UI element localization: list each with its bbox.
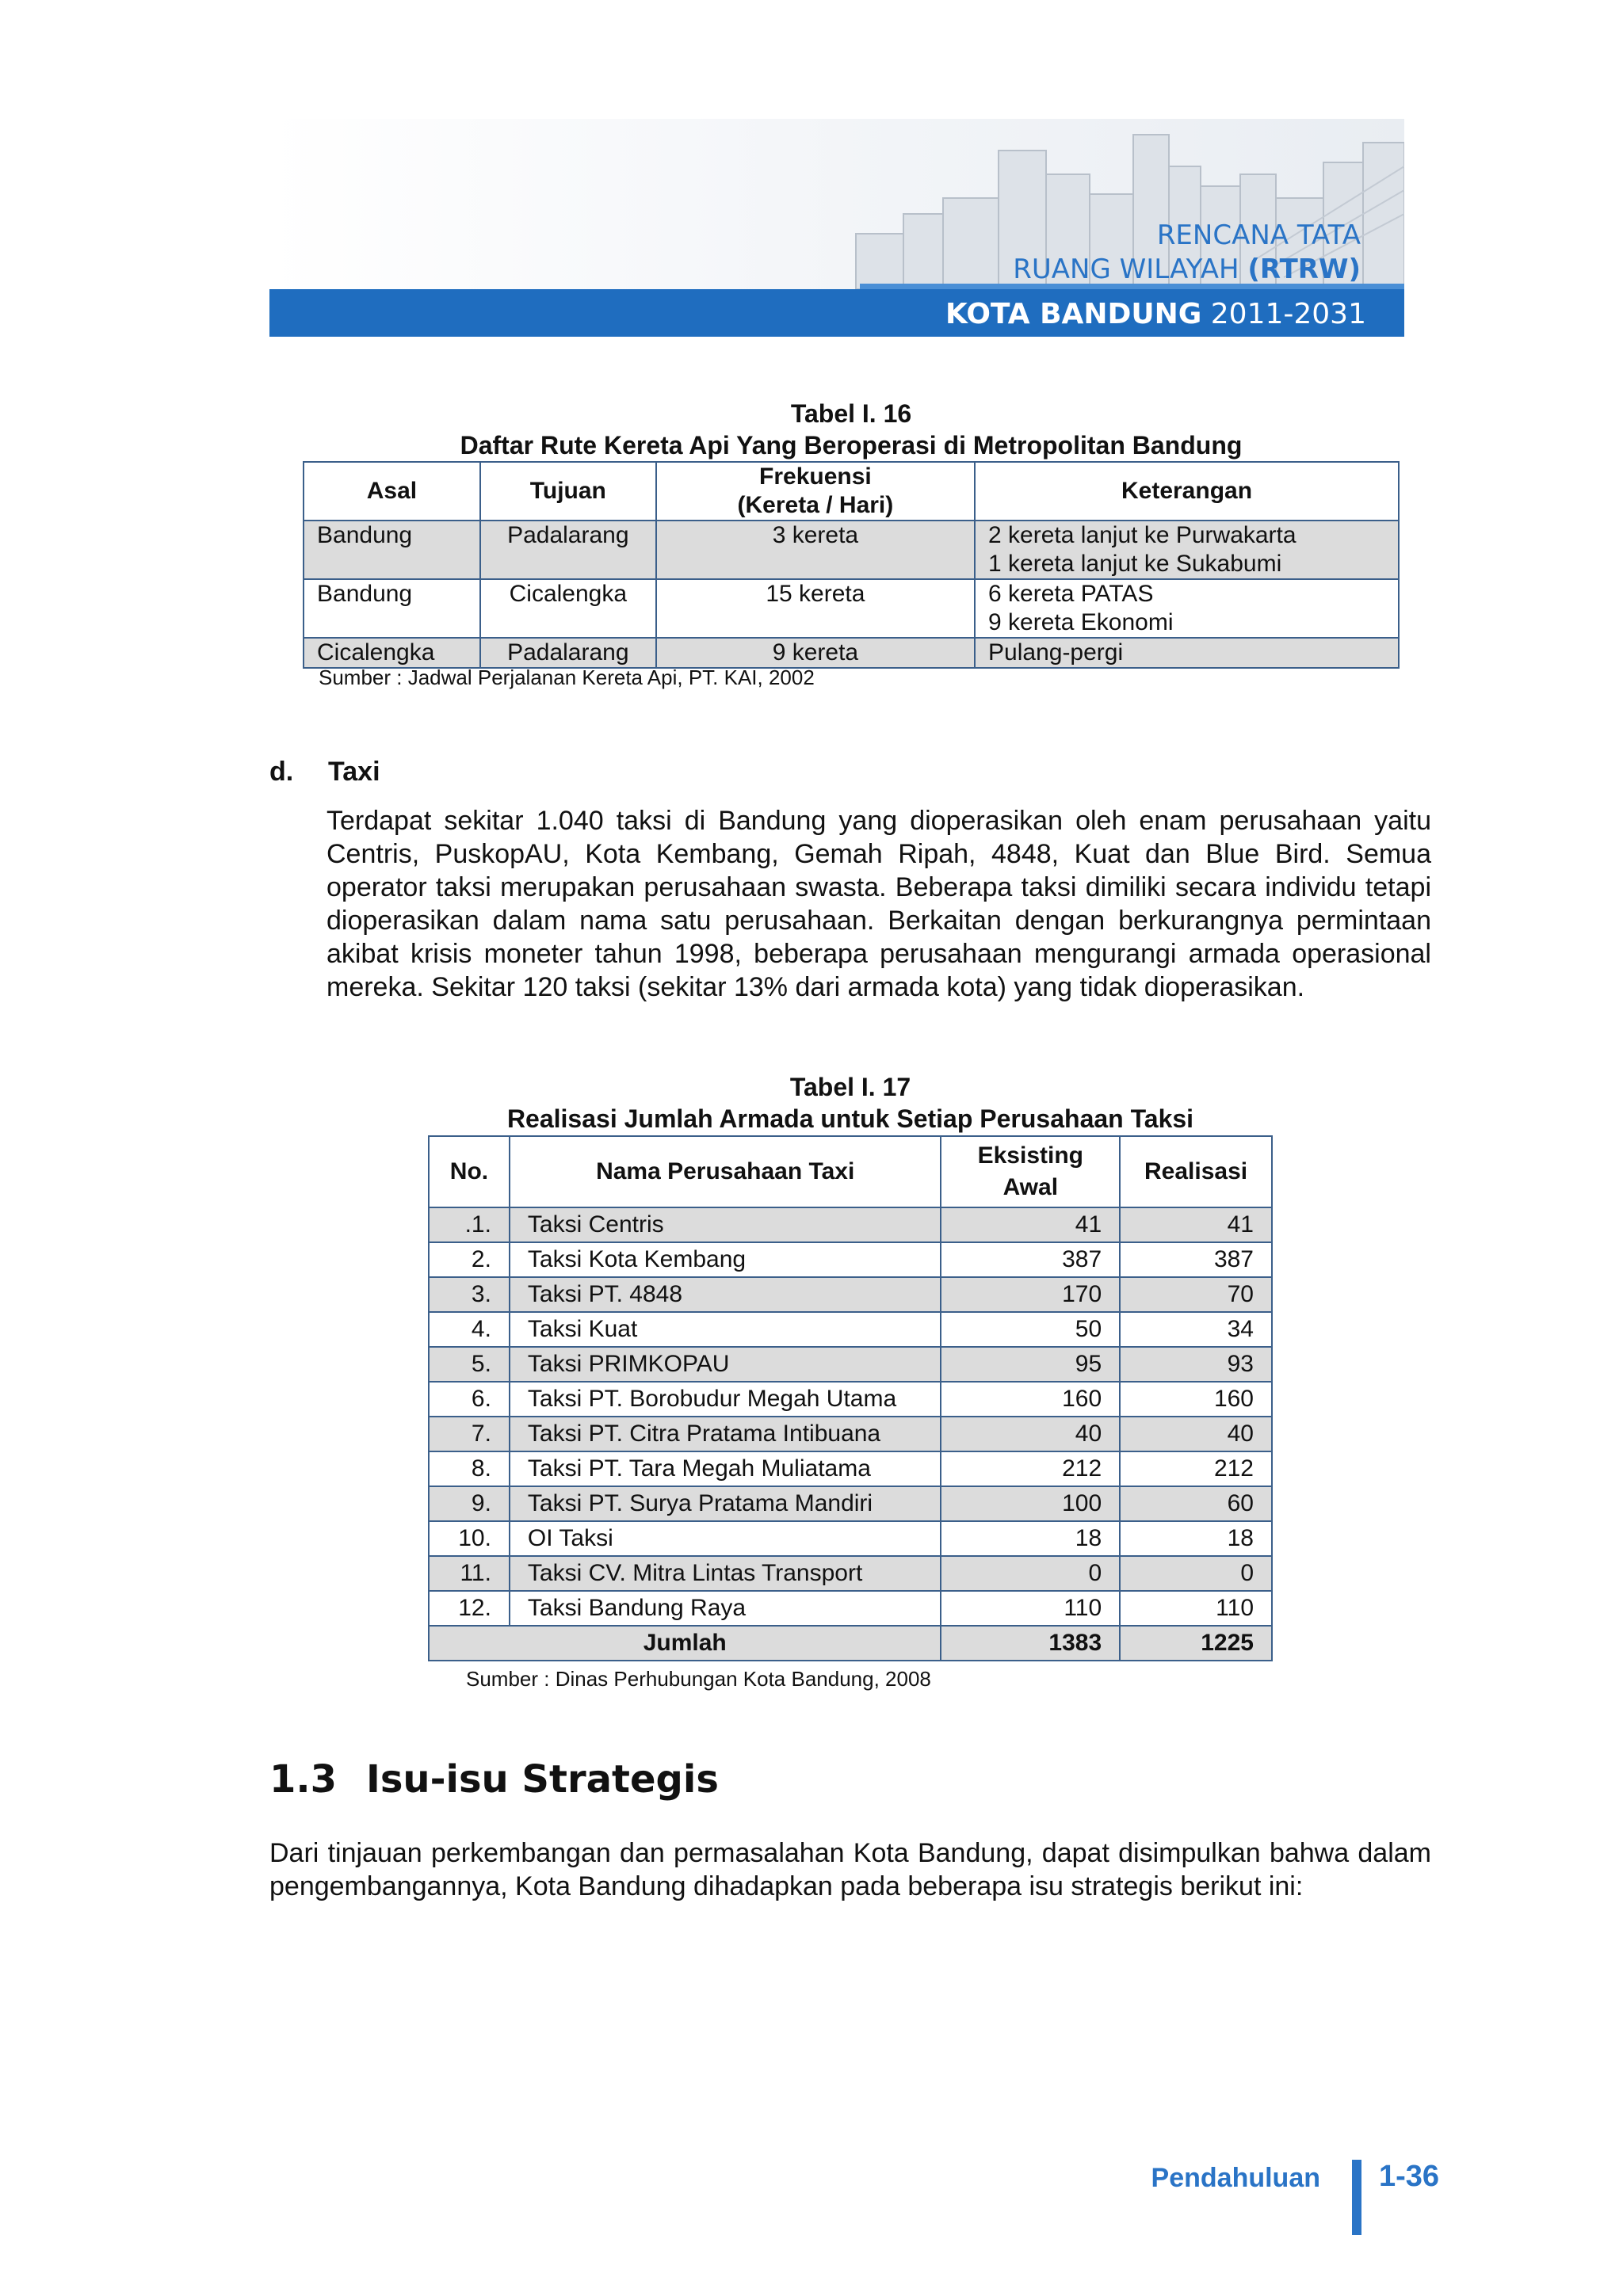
table-row — [304, 638, 1399, 668]
table-row — [429, 1451, 1272, 1486]
table-row — [429, 1382, 1272, 1417]
banner-city: KOTA BANDUNG — [945, 298, 1202, 330]
table-row — [429, 1556, 1272, 1591]
banner-subtitle — [945, 298, 1366, 330]
cell-no: 9. — [429, 1486, 510, 1521]
cell-awal: 41 — [941, 1207, 1120, 1242]
col-frekuensi — [656, 462, 975, 521]
cell-awal: 160 — [941, 1382, 1120, 1417]
table16-title: Daftar Rute Kereta Api Yang Beroperasi di Metropolitan Bandung — [460, 431, 1243, 460]
keterangan-line: 2 kereta lanjut ke Purwakarta — [988, 522, 1296, 548]
cell-no: 6. — [429, 1382, 510, 1417]
section-d-title: Taxi — [328, 757, 380, 787]
keterangan-line: 9 kereta Ekonomi — [988, 609, 1174, 635]
table-row — [429, 1312, 1272, 1347]
cell-nama: Taksi PT. Surya Pratama Mandiri — [510, 1486, 941, 1521]
section-d-heading — [269, 757, 380, 788]
cell-tujuan: Padalarang — [480, 521, 656, 579]
table-row — [429, 1242, 1272, 1277]
section-13-title: Isu-isu Strategis — [366, 1757, 719, 1802]
cell-realisasi: 70 — [1120, 1277, 1272, 1312]
table-row — [429, 1347, 1272, 1382]
table16-source: Sumber : Jadwal Perjalanan Kereta Api, PT. KAI, 2002 — [319, 666, 815, 689]
table16-number: Tabel I. 16 — [790, 399, 912, 428]
cell-awal: 40 — [941, 1417, 1120, 1451]
page-number: 1-36 — [1379, 2160, 1440, 2193]
col-nama: Nama Perusahaan Taxi — [510, 1136, 941, 1207]
keterangan-line: 1 kereta lanjut ke Sukabumi — [988, 551, 1282, 577]
banner-title-line2 — [1013, 254, 1361, 285]
cell-tujuan: Padalarang — [480, 638, 656, 668]
col-realisasi: Realisasi — [1120, 1136, 1272, 1207]
cell-nama: Taksi PT. 4848 — [510, 1277, 941, 1312]
cell-nama: OI Taksi — [510, 1521, 941, 1556]
table-row — [304, 521, 1399, 579]
cell-no: 4. — [429, 1312, 510, 1347]
col-eksisting — [941, 1136, 1120, 1207]
cell-tujuan: Cicalengka — [480, 579, 656, 638]
cell-nama: Taksi Kota Kembang — [510, 1242, 941, 1277]
cell-awal: 95 — [941, 1347, 1120, 1382]
rail-routes-table — [303, 461, 1400, 669]
table-row — [429, 1417, 1272, 1451]
keterangan-line: 6 kereta PATAS — [988, 581, 1154, 607]
total-label: Jumlah — [429, 1626, 941, 1661]
total-realisasi: 1225 — [1120, 1626, 1272, 1661]
cell-nama: Taksi PT. Borobudur Megah Utama — [510, 1382, 941, 1417]
banner-title-plain: RUANG WILAYAH — [1013, 254, 1239, 285]
cell-realisasi: 93 — [1120, 1347, 1272, 1382]
table-header-row — [304, 462, 1399, 521]
header-banner — [269, 119, 1404, 337]
col-eksisting-line1: Eksisting — [977, 1142, 1083, 1169]
cell-nama: Taksi CV. Mitra Lintas Transport — [510, 1556, 941, 1591]
table17-number: Tabel I. 17 — [789, 1073, 911, 1101]
cell-no: .1. — [429, 1207, 510, 1242]
col-keterangan: Keterangan — [975, 462, 1399, 521]
table-header-row — [429, 1136, 1272, 1207]
cell-frekuensi: 15 kereta — [656, 579, 975, 638]
cell-no: 7. — [429, 1417, 510, 1451]
cell-keterangan — [975, 521, 1399, 579]
cell-nama: Taksi Bandung Raya — [510, 1591, 941, 1626]
cell-nama: Taksi Kuat — [510, 1312, 941, 1347]
cell-realisasi: 18 — [1120, 1521, 1272, 1556]
table17-title: Realisasi Jumlah Armada untuk Setiap Perusahaan Taksi — [506, 1104, 1194, 1133]
table-total-row — [429, 1626, 1272, 1661]
table-row — [429, 1207, 1272, 1242]
cell-awal: 110 — [941, 1591, 1120, 1626]
cell-keterangan: Pulang-pergi — [975, 638, 1399, 668]
cell-frekuensi: 9 kereta — [656, 638, 975, 668]
col-frekuensi-line2: (Kereta / Hari) — [737, 492, 894, 518]
table17-source: Sumber : Dinas Perhubungan Kota Bandung, 2008 — [466, 1667, 931, 1691]
cell-awal: 170 — [941, 1277, 1120, 1312]
table-row — [304, 579, 1399, 638]
taxi-paragraph: Terdapat sekitar 1.040 taksi di Bandung yang dioperasikan oleh enam perusahaan yaitu Centris, PuskopAU, Kota Kembang, Gemah Ripah, 4848, Kuat dan Blue Bird. Semua operator taksi merupakan perusahaan swasta. Beberapa taksi dimiliki secara individu tetapi dioperasikan dalam nama satu perusahaan. Berkaitan dengan berkurangnya permintaan akibat krisis moneter tahun 1998, beberapa perusahaan mengurangi armada operasional mereka. Sekitar 120 taksi (sekitar 13% dari armada kota) yang tidak dioperasikan. — [327, 806, 1431, 1002]
cell-nama: Taksi PRIMKOPAU — [510, 1347, 941, 1382]
cell-realisasi: 40 — [1120, 1417, 1272, 1451]
cell-asal: Bandung — [304, 579, 480, 638]
section-13-number: 1.3 — [269, 1757, 338, 1802]
cell-realisasi: 60 — [1120, 1486, 1272, 1521]
cell-realisasi: 160 — [1120, 1382, 1272, 1417]
section-d-label: d. — [269, 757, 294, 787]
table17-caption — [428, 1071, 1273, 1135]
col-asal: Asal — [304, 462, 480, 521]
banner-years: 2011-2031 — [1210, 298, 1366, 330]
table-row — [429, 1486, 1272, 1521]
col-no: No. — [429, 1136, 510, 1207]
cell-no: 3. — [429, 1277, 510, 1312]
footer-divider — [1352, 2160, 1361, 2235]
cell-asal: Cicalengka — [304, 638, 480, 668]
cell-awal: 50 — [941, 1312, 1120, 1347]
cell-awal: 100 — [941, 1486, 1120, 1521]
cell-awal: 387 — [941, 1242, 1120, 1277]
cell-realisasi: 110 — [1120, 1591, 1272, 1626]
banner-title-line1: RENCANA TATA — [1156, 219, 1361, 251]
isu-paragraph: Dari tinjauan perkembangan dan permasalahan Kota Bandung, dapat disimpulkan bahwa dalam pengembangannya, Kota Bandung dihadapkan pada beberapa isu strategis berikut ini: — [269, 1838, 1431, 1901]
cell-realisasi: 0 — [1120, 1556, 1272, 1591]
table-row — [429, 1591, 1272, 1626]
table16-caption — [303, 398, 1400, 461]
cell-realisasi: 34 — [1120, 1312, 1272, 1347]
cell-no: 5. — [429, 1347, 510, 1382]
cell-awal: 0 — [941, 1556, 1120, 1591]
taxi-fleet-table — [428, 1135, 1273, 1661]
cell-frekuensi: 3 kereta — [656, 521, 975, 579]
cell-nama: Taksi PT. Citra Pratama Intibuana — [510, 1417, 941, 1451]
table-row — [429, 1521, 1272, 1556]
cell-realisasi: 41 — [1120, 1207, 1272, 1242]
section-13-heading — [269, 1757, 719, 1802]
cell-no: 11. — [429, 1556, 510, 1591]
cell-realisasi: 212 — [1120, 1451, 1272, 1486]
cell-awal: 18 — [941, 1521, 1120, 1556]
table-row — [429, 1277, 1272, 1312]
cell-no: 12. — [429, 1591, 510, 1626]
cell-no: 10. — [429, 1521, 510, 1556]
cell-awal: 212 — [941, 1451, 1120, 1486]
total-awal: 1383 — [941, 1626, 1120, 1661]
cell-realisasi: 387 — [1120, 1242, 1272, 1277]
cell-nama: Taksi PT. Tara Megah Muliatama — [510, 1451, 941, 1486]
col-frekuensi-line1: Frekuensi — [759, 463, 872, 490]
banner-title-abbrev: (RTRW) — [1247, 254, 1361, 285]
col-eksisting-line2: Awal — [1002, 1174, 1059, 1200]
cell-no: 2. — [429, 1242, 510, 1277]
footer-chapter: Pendahuluan — [1151, 2163, 1320, 2193]
cell-nama: Taksi Centris — [510, 1207, 941, 1242]
taxi-table-body — [429, 1207, 1272, 1626]
cell-no: 8. — [429, 1451, 510, 1486]
cell-asal: Bandung — [304, 521, 480, 579]
cell-keterangan — [975, 579, 1399, 638]
col-tujuan: Tujuan — [480, 462, 656, 521]
